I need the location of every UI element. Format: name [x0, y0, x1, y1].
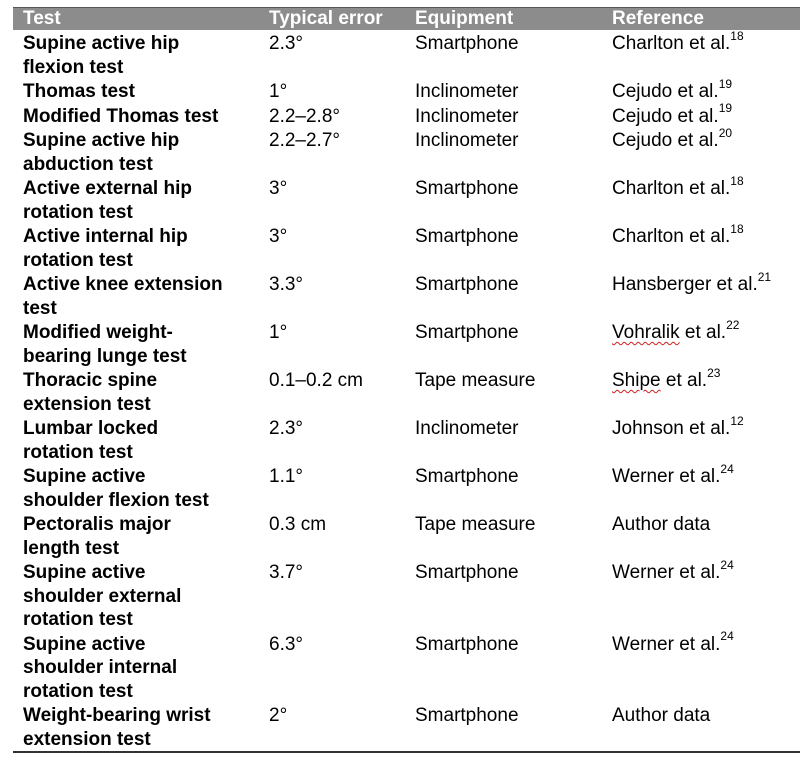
reference-author: Shipe et al. — [612, 370, 708, 391]
reference-number: 24 — [720, 629, 734, 644]
reference-cell — [612, 557, 734, 585]
test-name-line: Active internal hip — [23, 226, 188, 247]
equipment-cell: Smartphone — [415, 274, 519, 295]
typical-error-cell: 2.2–2.8° — [269, 105, 340, 127]
typical-error-cell: 3.3° — [269, 274, 304, 295]
test-name-cell — [23, 225, 268, 272]
test-name-cell — [23, 80, 268, 104]
test-name-line: length test — [23, 537, 120, 559]
reference-cell — [612, 704, 710, 728]
reference-cell — [612, 28, 744, 56]
table-header — [13, 7, 800, 30]
reference-number: 23 — [707, 365, 721, 380]
typical-error-cell: 3° — [269, 226, 288, 247]
typical-error-cell: 2.3° — [269, 33, 304, 54]
test-name-cell — [23, 465, 268, 512]
reference-number: 24 — [720, 461, 734, 476]
reference-author: Charlton et al. — [612, 33, 731, 54]
typical-error-cell: 2.3° — [269, 418, 304, 439]
reference-author: Werner et al. — [612, 633, 721, 655]
reference-author: Charlton et al. — [612, 226, 731, 247]
test-name-line: Supine active hip — [23, 33, 180, 54]
reference-cell — [612, 513, 710, 537]
typical-error-cell: 1° — [269, 81, 288, 102]
test-name-cell — [23, 633, 268, 704]
reference-cell — [612, 365, 721, 393]
reference-number: 24 — [720, 557, 734, 572]
reference-author: Cejudo et al. — [612, 81, 719, 102]
test-name-line: rotation test — [23, 249, 133, 271]
test-name-cell — [23, 513, 268, 560]
test-name-line: Supine active hip — [23, 130, 180, 151]
test-name-line: rotation test — [23, 609, 133, 630]
test-name-line: Supine active — [23, 466, 146, 487]
reference-number: 19 — [718, 101, 733, 116]
header-reference: Reference — [612, 8, 704, 29]
reference-cell — [612, 461, 734, 489]
reference-author: Vohralik et al. — [612, 322, 727, 343]
reference-author: Werner et al. — [612, 466, 721, 487]
equipment-cell: Inclinometer — [415, 418, 519, 439]
equipment-cell: Inclinometer — [415, 105, 519, 127]
test-name-line: Modified weight- — [23, 322, 173, 343]
equipment-cell: Smartphone — [415, 33, 519, 54]
reference-number: 19 — [718, 76, 733, 91]
reference-number: 21 — [757, 269, 772, 284]
reference-cell — [612, 125, 733, 153]
test-name-line: shoulder internal — [23, 657, 178, 678]
test-name-line: Supine active — [23, 562, 146, 583]
typical-error-cell: 2° — [269, 705, 288, 726]
reference-number: 18 — [730, 173, 744, 188]
typical-error-cell: 0.1–0.2 cm — [269, 370, 363, 391]
test-name-line: Thoracic spine — [23, 370, 158, 391]
reference-author: Werner et al. — [612, 562, 721, 583]
reference-author: Cejudo et al. — [612, 130, 719, 151]
typical-error-cell: 1.1° — [269, 466, 304, 487]
reference-author: Author data — [612, 514, 711, 535]
test-name-cell — [23, 704, 268, 751]
typical-error-cell: 1° — [269, 322, 288, 343]
test-name-line: Active knee extension — [23, 274, 223, 295]
test-name-line: Lumbar locked — [23, 418, 159, 439]
test-name-line: Active external hip — [23, 178, 192, 199]
test-name-line: Modified Thomas test — [23, 105, 219, 127]
table-bottom-rule — [13, 751, 800, 753]
equipment-cell: Smartphone — [415, 322, 519, 343]
equipment-cell: Smartphone — [415, 633, 519, 655]
test-name-line: extension test — [23, 393, 151, 415]
reference-author: Charlton et al. — [612, 178, 731, 199]
equipment-cell: Tape measure — [415, 514, 536, 535]
typical-error-cell: 3° — [269, 178, 288, 199]
typical-error-cell: 6.3° — [269, 633, 304, 655]
reference-number: 22 — [726, 317, 740, 332]
test-name-line: Thomas test — [23, 81, 135, 102]
typical-error-cell: 2.2–2.7° — [269, 130, 340, 151]
reference-author: Author data — [612, 705, 711, 726]
test-name-cell — [23, 177, 268, 224]
test-name-line: shoulder external — [23, 585, 182, 607]
test-name-cell — [23, 369, 268, 416]
data-table — [13, 7, 800, 750]
header-test: Test — [23, 8, 61, 29]
test-name-line: test — [23, 297, 57, 319]
header-equipment: Equipment — [415, 8, 514, 29]
equipment-cell: Smartphone — [415, 178, 519, 199]
header-typical-error: Typical error — [269, 8, 383, 29]
test-name-cell — [23, 32, 268, 79]
reference-cell — [612, 221, 744, 249]
test-name-line: flexion test — [23, 56, 124, 78]
reference-cell — [612, 76, 733, 104]
reference-cell — [612, 413, 744, 441]
test-name-line: shoulder flexion test — [23, 489, 209, 511]
reference-cell — [612, 629, 734, 657]
equipment-cell: Smartphone — [415, 562, 519, 583]
test-name-line: abduction test — [23, 153, 153, 175]
reference-number: 20 — [718, 125, 733, 140]
reference-author: Hansberger et al. — [612, 274, 758, 295]
test-name-line: bearing lunge test — [23, 345, 187, 367]
equipment-cell: Smartphone — [415, 466, 519, 487]
equipment-cell: Smartphone — [415, 705, 519, 726]
test-name-line: Pectoralis major — [23, 514, 171, 535]
test-name-line: rotation test — [23, 680, 133, 702]
typical-error-cell: 3.7° — [269, 562, 304, 583]
equipment-cell: Inclinometer — [415, 130, 519, 151]
equipment-cell: Inclinometer — [415, 81, 519, 102]
test-name-cell — [23, 129, 268, 176]
test-name-cell — [23, 321, 268, 368]
reference-cell — [612, 173, 744, 201]
equipment-cell: Tape measure — [415, 370, 536, 391]
reference-cell — [612, 317, 740, 345]
test-name-line: Supine active — [23, 633, 146, 655]
reference-author: Cejudo et al. — [612, 105, 719, 127]
reference-number: 18 — [730, 28, 744, 43]
test-name-line: extension test — [23, 728, 151, 750]
test-name-line: rotation test — [23, 201, 133, 223]
test-name-cell — [23, 105, 268, 129]
typical-error-cell: 0.3 cm — [269, 514, 327, 535]
test-name-line: rotation test — [23, 441, 133, 463]
reference-cell — [612, 269, 772, 297]
reference-cell — [612, 101, 733, 129]
equipment-cell: Smartphone — [415, 226, 519, 247]
test-name-cell — [23, 561, 268, 632]
reference-number: 18 — [730, 221, 744, 236]
reference-number: 12 — [730, 413, 744, 428]
reference-author: Johnson et al. — [612, 418, 731, 439]
test-name-line: Weight-bearing wrist — [23, 705, 211, 726]
test-name-cell — [23, 417, 268, 464]
test-name-cell — [23, 273, 268, 320]
